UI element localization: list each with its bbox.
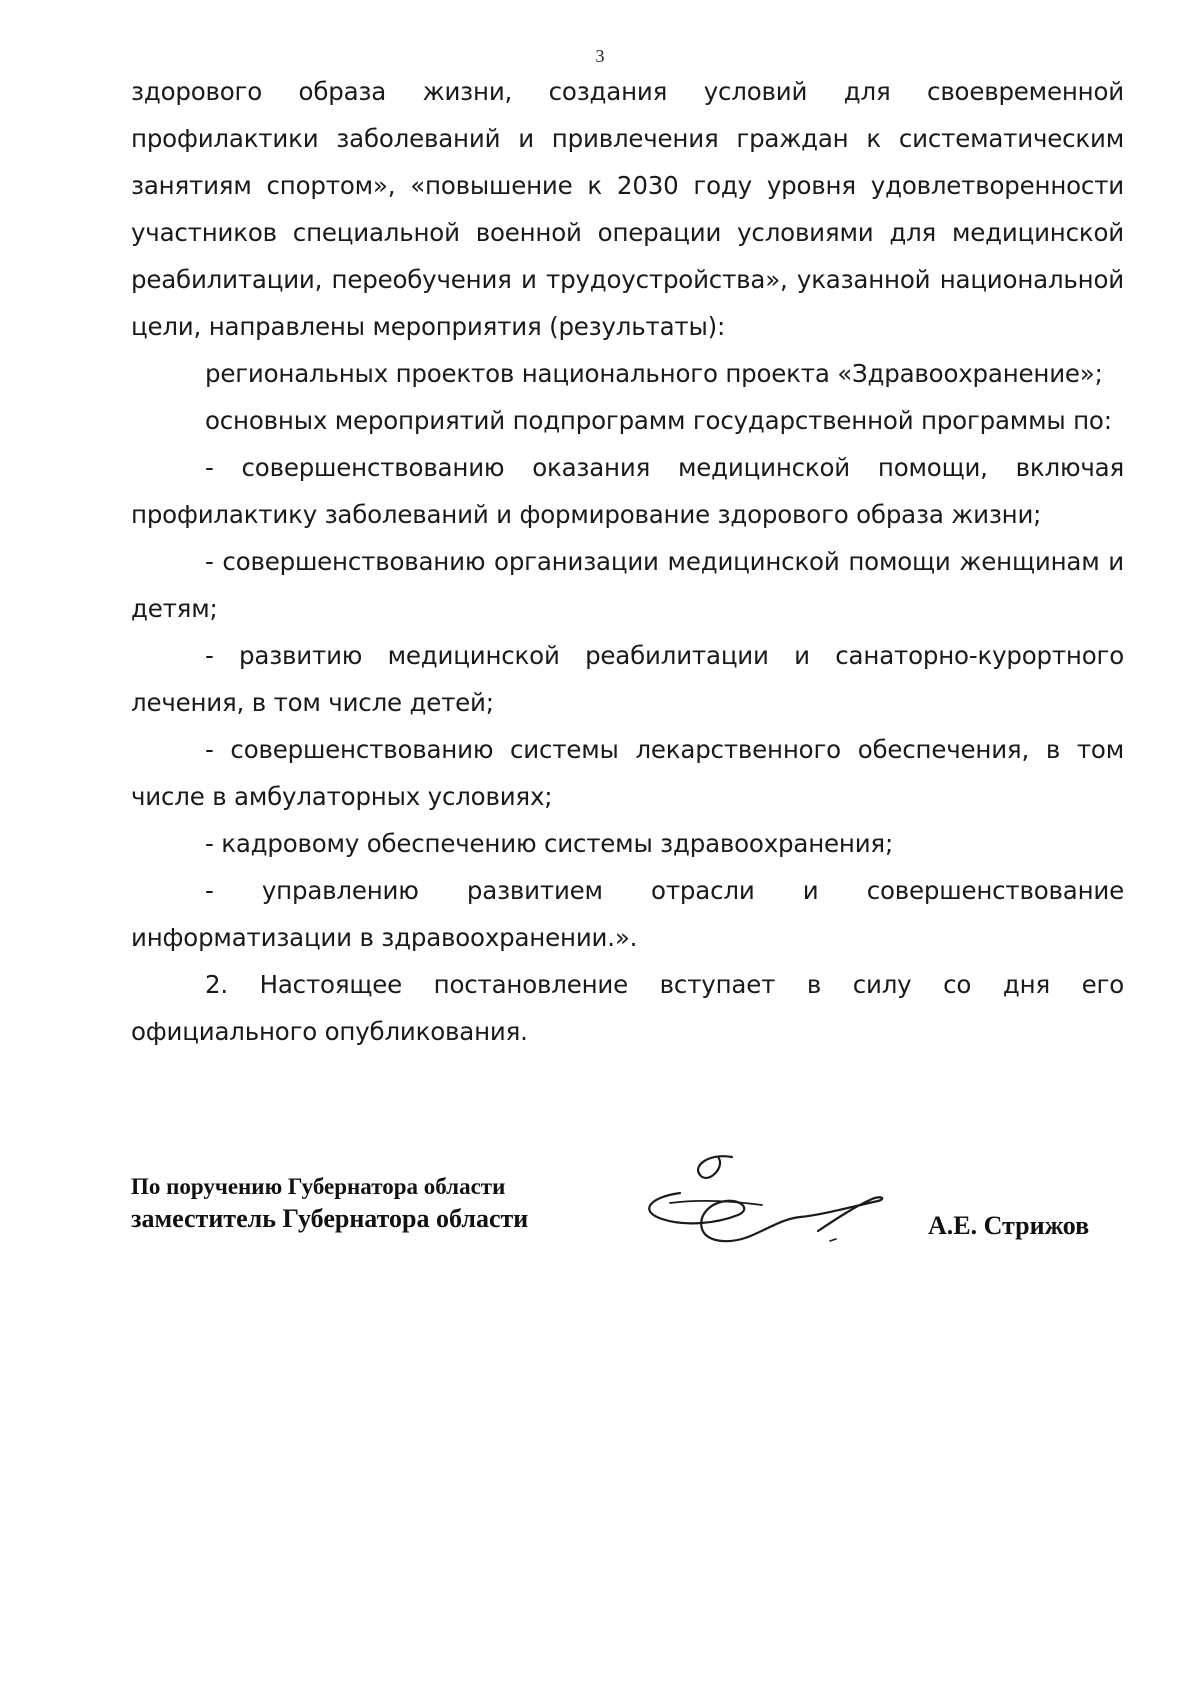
list-item: - кадровому обеспечению системы здравоохранения; (205, 829, 894, 858)
signatory-line-2: заместитель Губернатора области (131, 1204, 529, 1233)
page-number: 3 (595, 46, 605, 66)
paragraph: основных мероприятий подпрограмм государственной программы по: (205, 406, 1112, 435)
list-item: - совершенствованию оказания медицинской помощи, включая профилактику заболеваний и формирование здорового образа жизни; (131, 453, 1124, 529)
paragraph: 2. Настоящее постановление вступает в силу со дня его официального опубликования. (131, 970, 1124, 1046)
signatory-line-1: По поручению Губернатора области (131, 1174, 506, 1199)
list-item: - развитию медицинской реабилитации и санаторно-курортного лечения, в том числе детей; (131, 641, 1124, 717)
signatory-title (131, 1172, 528, 1236)
paragraph: здорового образа жизни, создания условий для своевременной профилактики заболеваний и привлечения граждан к систематическим занятиям спортом», «повышение к 2030 году уровня удовлетворенности участников специальной военной операции условиями для медицинской реабилитации, переобучения и трудоустройства», указанной национальной цели, направлены мероприятия (результаты): (131, 77, 1124, 341)
document-body (131, 68, 1124, 1055)
paragraph: региональных проектов национального проекта «Здравоохранение»; (205, 359, 1103, 388)
list-item: - совершенствованию системы лекарственного обеспечения, в том числе в амбулаторных условиях; (131, 735, 1124, 811)
signatory-name: А.Е. Стрижов (928, 1211, 1090, 1240)
handwritten-signature (640, 1145, 890, 1255)
list-item: - управлению развитием отрасли и совершенствование информатизации в здравоохранении.». (131, 876, 1124, 952)
list-item: - совершенствованию организации медицинской помощи женщинам и детям; (131, 547, 1124, 623)
